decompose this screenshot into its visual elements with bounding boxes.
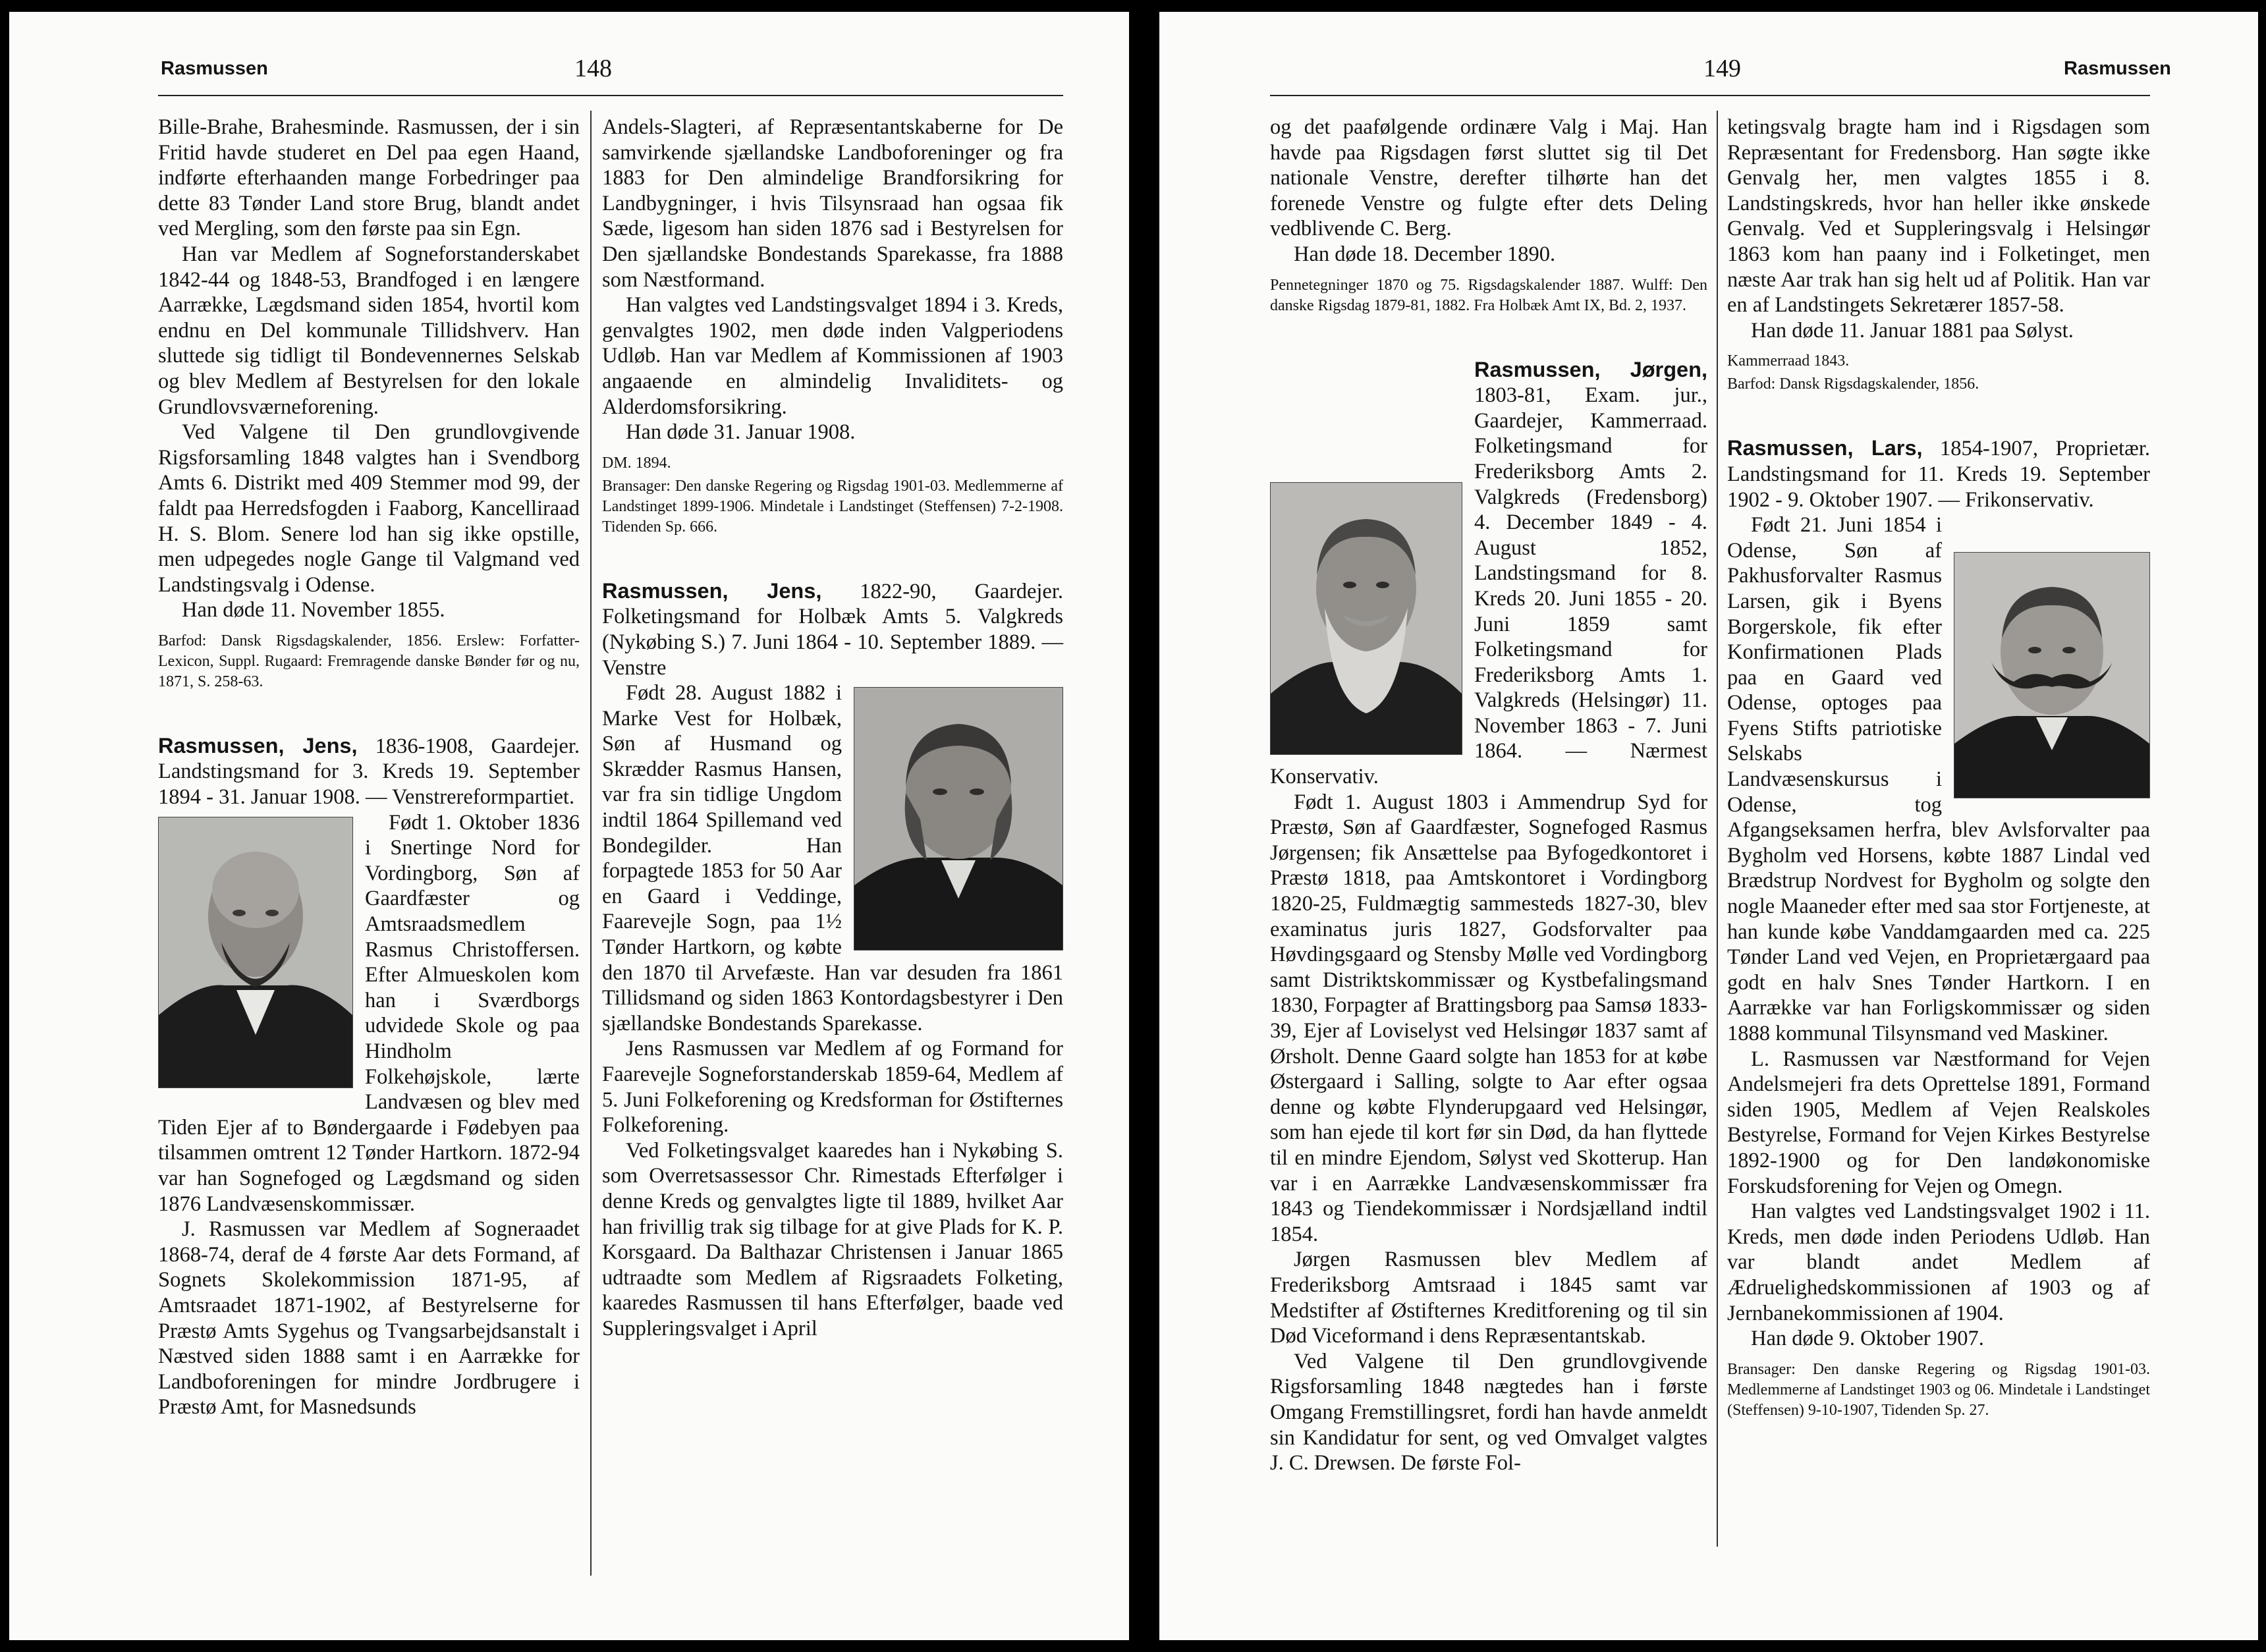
paragraph: Han døde 18. December 1890.: [1294, 242, 1556, 266]
page-number: 148: [574, 55, 612, 82]
entry-name: Rasmussen, Jens,: [602, 578, 822, 603]
paragraph: Ved Valgene til Den grundlovgivende Rigsforsamling 1848 valgtes han i Svendborg Amts 6. Distrikt med 409 Stemmer mod 99, der faldt paa Herredsfogden i Faaborg, Kancelliraad H. S. Blom. Senere lod han sig ikke opstille, men udpegedes nogle Gange til Valgmand ved Landstingsvalg i Odense.: [158, 420, 580, 597]
column-1: [1270, 115, 1707, 1476]
entry-heading-jorgen: Rasmussen, Jørgen, 1803-81, Exam. jur., Gaardejer, Kammerraad. Folketingsmand for Frederiksborg Amts 2. Valgkreds (Fredensborg) 4. December 1849 - 4. August 1852, Landstingsmand for 8. Kreds 20. Juni 1855 - 20. Juni 1859 samt Folketingsmand for Frederiksborg Amts 1. Valgkreds (Helsingør) 11. November 1863 - 7. Juni 1864. — Nærmest Konservativ.: [1270, 357, 1707, 789]
portrait-photo: [158, 817, 353, 1088]
header-rule: [1270, 95, 2150, 96]
paragraph: Han valgtes ved Landstingsvalget 1894 i 3. Kreds, genvalgtes 1902, men døde inden Valgperiodens Udløb. Han var Medlem af Kommissionen af 1903 angaaende en almindelig Invaliditets- og Alderdomsforsikring.: [602, 293, 1063, 419]
paragraph: Ved Folketingsvalget kaaredes han i Nykøbing S. som Overretsassessor Chr. Rimestads Efterfølger i denne Kreds og genvalgtes ligte til 1889, hvilket Aar han frivillig trak sig tilbage for at give Plads for K. P. Korsgaard. Da Balthazar Christensen i Januar 1865 udtraadte som Medlem af Rigsraadets Folketing, kaaredes Rasmussen til hans Efterfølger, baade ved Suppleringsvalget i April: [602, 1138, 1063, 1340]
column-2: [1727, 115, 2150, 1421]
entry-heading-jens-1836: Rasmussen, Jens, 1836-1908, Gaardejer. Landstingsmand for 3. Kreds 19. September 1894 - 31. Januar 1908. — Venstrereformpartiet.: [158, 733, 580, 810]
portrait-photo: [854, 687, 1063, 950]
paragraph: Født 28. August 1882 i Marke Vest for Holbæk, Søn af Husmand og Skrædder Rasmus Hansen, var fra sin tidlige Ungdom indtil 1864 Spillemand ved Bondegilder. Han forpagtede 1853 for 50 Aar en Gaard i Veddinge, Faarevejle Sogn, paa 1½ Tønder Hartkorn, og købte den 1870 til Arvefæste. Han var desuden fra 1861 Tillidsmand og siden 1863 Kontordagsbestyrer i Den sjællandske Bondestands Sparekasse.: [602, 681, 1063, 1035]
page-148: [9, 12, 1129, 1640]
entry-name: Rasmussen, Lars,: [1727, 436, 1923, 460]
paragraph: Bille-Brahe, Brahesminde. Rasmussen, der i sin Fritid havde studeret en Del paa egen Haand, indførte efterhaanden mange Forbedringer paa dette 83 Tønder Land store Brug, blandt andet ved Mergling, som den første paa sin Egn.: [158, 115, 580, 241]
entry-name: Rasmussen, Jørgen,: [1474, 357, 1707, 381]
sources: Barfod: Dansk Rigsdagskalender, 1856. Erslew: Forfatter-Lexicon, Suppl. Rugaard: Fremragende danske Bønder før og nu, 1871, S. 258-63.: [158, 632, 580, 690]
paragraph: J. Rasmussen var Medlem af Sogneraadet 1868-74, deraf de 4 første Aar dets Formand, af Sognets Skolekommission 1871-95, af Amtsraadet 1871-1902, af Bestyrelserne for Præstø Amts Sygehus og Tvangsarbejdsanstalt i Næstved siden 1888 samt i en Aarrække for Landboforeningen for mindre Jordbrugere i Præstø Amt, for Masnedsunds: [158, 1217, 580, 1419]
entry-heading-jens-1822: Rasmussen, Jens, 1822-90, Gaardejer. Folketingsmand for Holbæk Amts 5. Valgkreds (Nykøbing S.) 7. Juni 1864 - 10. September 1889. — Venstre: [602, 578, 1063, 680]
paragraph: Han var Medlem af Sogneforstanderskabet 1842-44 og 1848-53, Brandfoged i en længere Aarrække, Lægdsmand siden 1854, hvortil kom endnu en Del kommunale Tillidshverv. Han sluttede sig tidligt til Bondevennernes Selskab og blev Medlem af Bestyrelsen for den lokale Grundlovsværneforening.: [158, 242, 580, 419]
sources: Pennetegninger 1870 og 75. Rigsdagskalender 1887. Wulff: Den danske Rigsdag 1879-81, 1882. Fra Holbæk Amt IX, Bd. 2, 1937.: [1270, 276, 1707, 314]
page-number: 149: [1703, 55, 1741, 82]
running-head: Rasmussen: [2064, 58, 2171, 79]
sources: Bransager: Den danske Regering og Rigsdag 1901-03. Medlemmerne af Landstinget 1899-1906. Mindetale i Landstinget (Steffensen) 7-2-1908. Tidenden Sp. 666.: [602, 477, 1063, 536]
paragraph: og det paafølgende ordinære Valg i Maj. Han havde paa Rigsdagen først sluttet sig til Det nationale Venstre, derefter tilhørte han det forenede Venstre og fulgte efter dets Deling vedblivende C. Berg.: [1270, 115, 1707, 241]
paragraph: Født 1. Oktober 1836 i Snertinge Nord for Vordingborg, Søn af Gaardfæster og Amtsraadsmedlem Rasmus Christoffersen. Efter Almueskolen kom han i Sværdborgs udvidede Skole og paa Hindholm Folkehøjskole, lærte Landvæsen og blev med Tiden Ejer af to Bøndergaarde i Fødebyen paa tilsammen omtrent 12 Tønder Hartkorn. 1872-94 var han Sognefoged og Lægdsmand og siden 1876 Landvæsenskommissær.: [158, 810, 580, 1216]
portrait-photo: [1270, 482, 1462, 755]
paragraph: Ved Valgene til Den grundlovgivende Rigsforsamling 1848 nægtedes han i første Omgang Fremstillingsret, fordi han havde anmeldt sin Kandidatur for sent, og ved Omvalget valgtes J. C. Drewsen. De første Fol-: [1270, 1349, 1707, 1475]
paragraph: Han døde 9. Oktober 1907.: [1751, 1327, 1984, 1351]
entry-heading-lars: Rasmussen, Lars, 1854-1907, Proprietær. Landstingsmand for 11. Kreds 19. September 1902 - 9. Oktober 1907. — Frikonservativ.: [1727, 436, 2150, 512]
paragraph: Han døde 11. November 1855.: [182, 598, 445, 622]
column-rule: [1717, 111, 1718, 1547]
sources: Barfod: Dansk Rigsdagskalender, 1856.: [1727, 375, 1979, 393]
paragraph: Jørgen Rasmussen blev Medlem af Frederiksborg Amtsraad i 1845 samt var Medstifter af Østifternes Kreditforening og til sin Død Viceformand i dens Repræsentantskab.: [1270, 1248, 1707, 1348]
paragraph: Født 1. August 1803 i Ammendrup Syd for Præstø, Søn af Gaardfæster, Sognefoged Rasmus Jørgensen; fik Ansættelse paa Byfogedkontoret i Præstø 1818, paa Amtskontoret i Vordingborg 1820-25, Fuldmægtig sammesteds 1827-30, blev examinatus juris 1827, Godsforvalter paa Høvdingsgaard og Stensby Mølle ved Vordingborg samt Distriktskommissær og Kystbefalingsmand 1830, Forpagter af Brattingsborg paa Samsø 1833-39, Ejer af Loviselyst ved Helsingør 1837 samt af Ørsholt. Denne Gaard solgte han 1853 for at købe Østergaard i Salling, solgte to Aar efter ogsaa denne og købte Flynderupgaard ved Helsingør, som han ejede til kort før sin Død, da han flyttede til en mindre Ejendom, Sølyst ved Skotterup. Han var i en Aarrække Landvæsenskommissær fra 1843 og Tiendekommissær i Nordsjælland indtil 1854.: [1270, 790, 1707, 1246]
honours: Kammerraad 1843.: [1727, 352, 1850, 370]
honours: DM. 1894.: [602, 454, 671, 472]
entry-name: Rasmussen, Jens,: [158, 733, 358, 757]
page-149: [1159, 12, 2258, 1640]
column-2: [602, 115, 1063, 1342]
portrait-photo: [1954, 552, 2150, 798]
paragraph: Han døde 11. Januar 1881 paa Sølyst.: [1751, 318, 2074, 343]
paragraph: Han valgtes ved Landstingsvalget 1902 i 11. Kreds, men døde inden Periodens Udløb. Han var blandt andet Medlem af Ædruelighedskommissionen af 1903 og af Jernbanekommissionen af 1904.: [1727, 1199, 2150, 1325]
column-1: [158, 115, 580, 1420]
paragraph: Født 21. Juni 1854 i Odense, Søn af Pakhusforvalter Rasmus Larsen, gik i Byens Borgerskole, fik efter Konfirmationen Plads paa en Gaard ved Odense, optoges paa Fyens Stifts patriotiske Selskabs Landvæsenskursus i Odense, tog Afgangseksamen herfra, blev Avlsforvalter paa Bygholm ved Horsens, købte 1887 Lindal ved Brædstrup Nordvest for Bygholm og solgte den nogle Maaneder efter med saa stor Fortjeneste, at han kunde købe Vanddamgaarden med ca. 225 Tønder Land ved Vejen, en Proprietærgaard paa godt en halv Snes Tønder Hartkorn. I en Aarrække var han Forligskommissær og siden 1888 kommunal Tilsynsmand ved Maskiner.: [1727, 513, 2150, 1045]
running-head: Rasmussen: [161, 58, 268, 79]
column-rule: [590, 111, 592, 1576]
header-rule: [158, 95, 1063, 96]
sources: Bransager: Den danske Regering og Rigsdag 1901-03. Medlemmerne af Landstinget 1903 og 06. Mindetale i Landstinget (Steffensen) 9-10-1907, Tidenden Sp. 27.: [1727, 1360, 2150, 1419]
paragraph: Andels-Slagteri, af Repræsentantskaberne for De samvirkende sjællandske Landboforeninger og fra 1883 for Den almindelige Brandforsikring for Landbygninger, i hvis Tilsynsraad han ogsaa fik Sæde, ligesom han siden 1876 sad i Bestyrelsen for Den sjællandske Bondestands Sparekasse, fra 1888 som Næstformand.: [602, 115, 1063, 292]
paragraph: ketingsvalg bragte ham ind i Rigsdagen som Repræsentant for Fredensborg. Han søgte ikke Genvalg her, men valgtes 1855 i 8. Landstingskreds, hvor han heller ikke ønskede Genvalg. Ved et Suppleringsvalg i Helsingør 1863 kom han paany ind i Folketinget, men næste Aar trak han sig helt ud af Politik. Han var en af Landstingets Sekretærer 1857-58.: [1727, 115, 2150, 317]
paragraph: Jens Rasmussen var Medlem af og Formand for Faarevejle Sogneforstanderskab 1859-64, Medlem af 5. Juni Folkeforening og Kredsforman for Østifternes Folkeforening.: [602, 1037, 1063, 1138]
paragraph: Han døde 31. Januar 1908.: [626, 420, 856, 445]
paragraph: L. Rasmussen var Næstformand for Vejen Andelsmejeri fra dets Oprettelse 1891, Formand siden 1905, Medlem af Vejen Realskoles Bestyrelse, Formand for Vejen Kirkes Bestyrelse 1892-1900 og for Den landøkonomiske Forskudsforening for Vejen og Omegn.: [1727, 1047, 2150, 1198]
